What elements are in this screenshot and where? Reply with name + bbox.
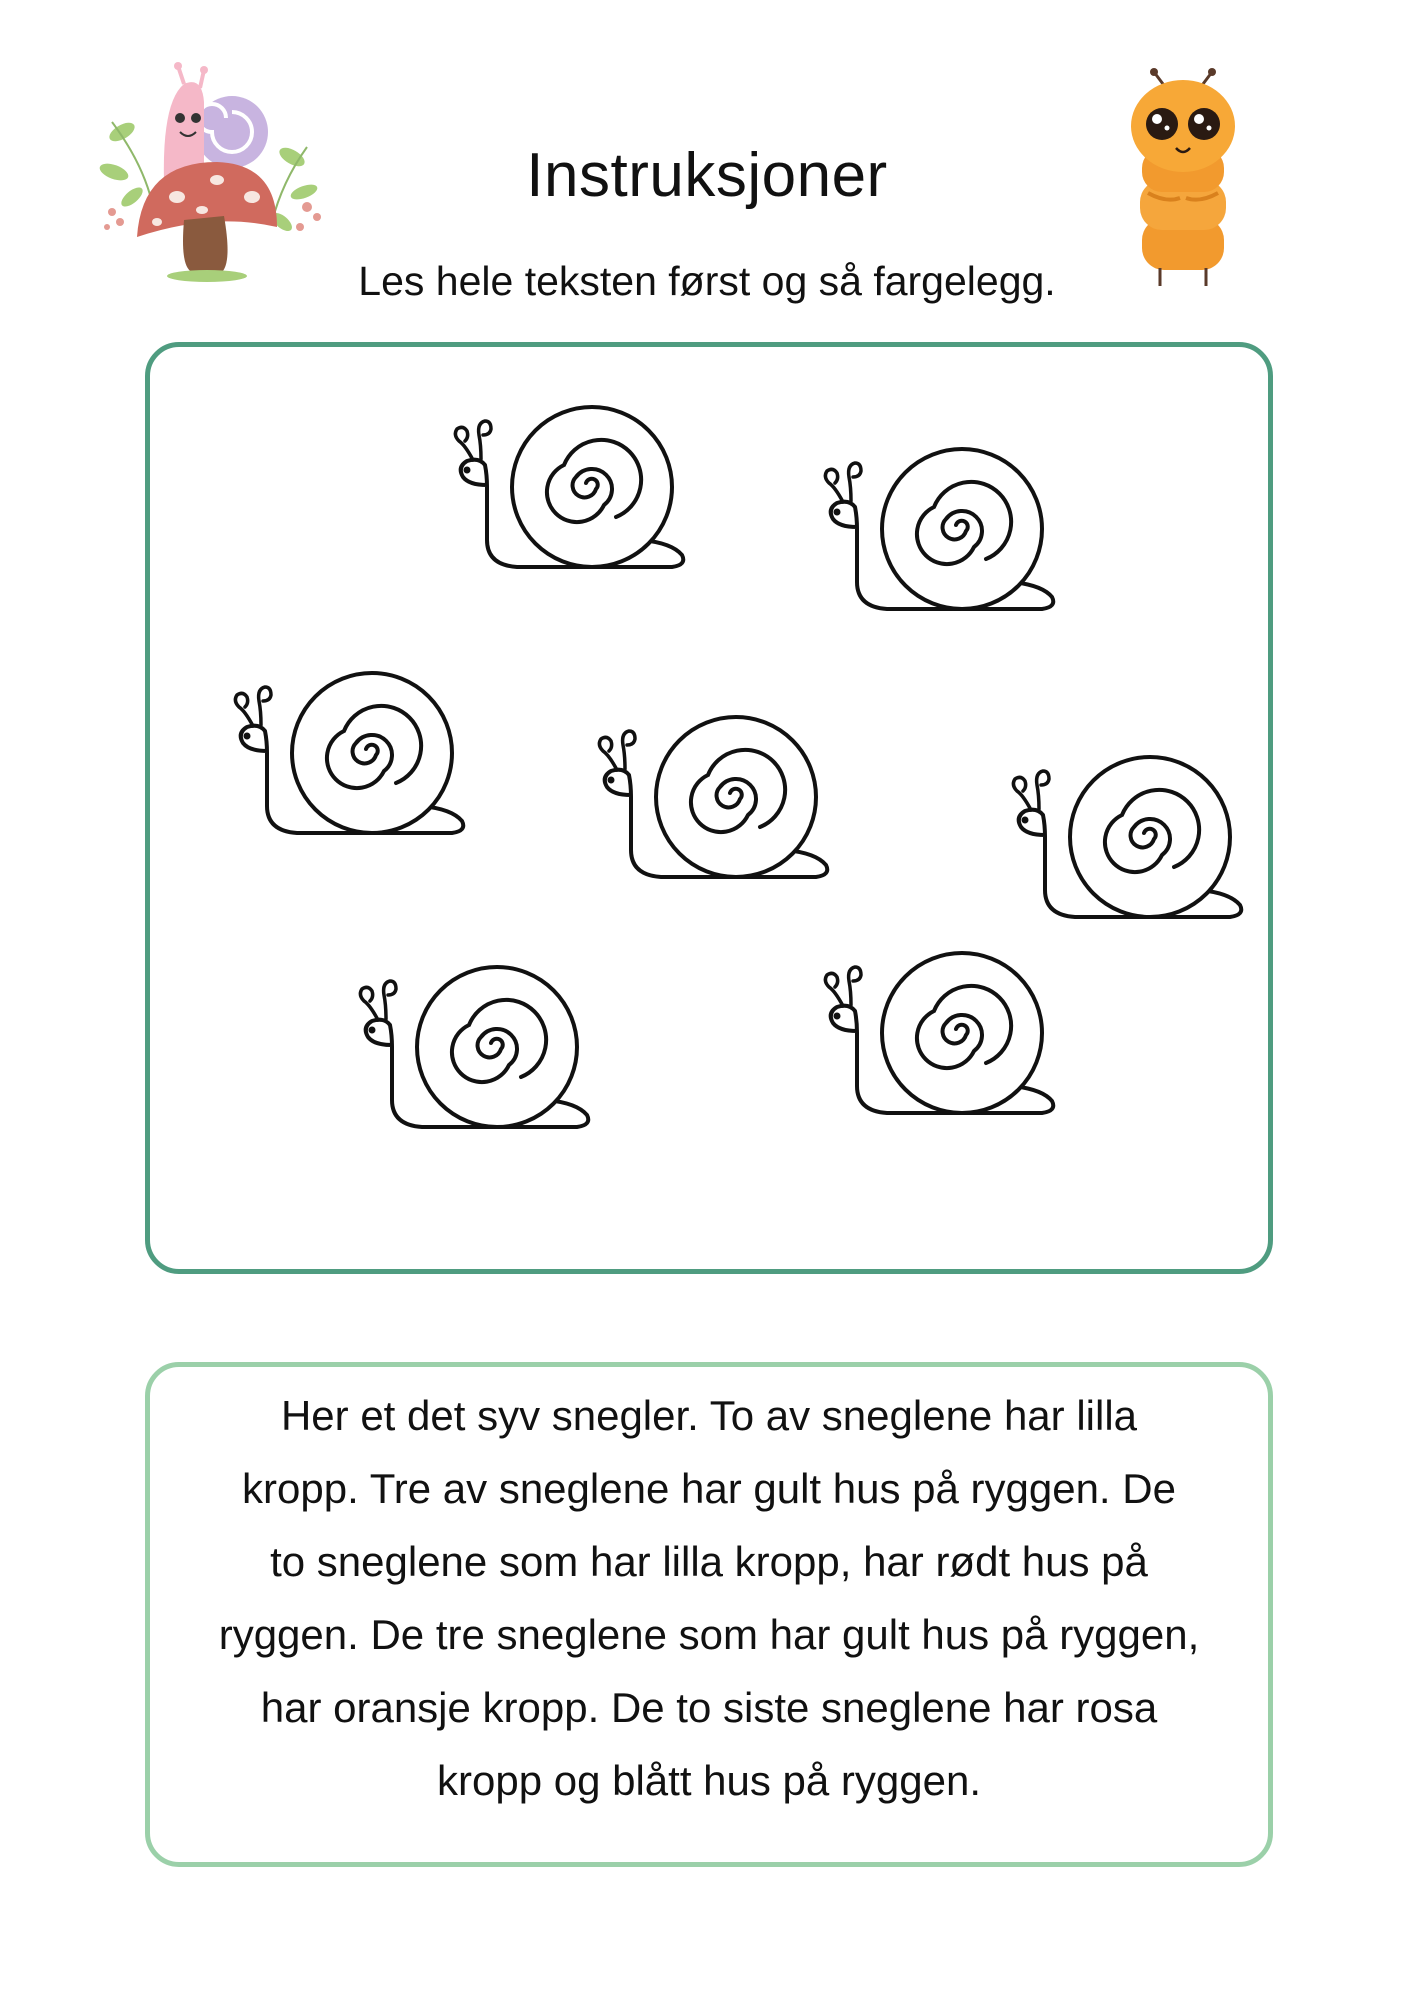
snail-outline — [1005, 765, 1255, 945]
snail-panel — [145, 342, 1273, 1274]
snail-outline — [817, 457, 1067, 637]
story-line: kropp. Tre av sneglene har gult hus på ryggen. De — [242, 1465, 1176, 1512]
page-title: Instruksjoner — [526, 141, 888, 210]
snail-outline — [352, 975, 602, 1155]
snail-outline — [591, 725, 841, 905]
story-line: har oransje kropp. De to siste sneglene har rosa — [260, 1684, 1158, 1731]
story-line: to sneglene som har lilla kropp, har rødt hus på — [270, 1538, 1148, 1585]
story-panel — [145, 1362, 1273, 1867]
instruction-subtitle: Les hele teksten først og så fargelegg. — [358, 258, 1056, 304]
story-line: Her et det syv snegler. To av sneglene har lilla — [280, 1392, 1138, 1439]
story-line: kropp og blått hus på ryggen. — [436, 1757, 982, 1804]
snail-outline — [447, 415, 697, 595]
story-text — [150, 1379, 1268, 1817]
snail-outline — [227, 681, 477, 861]
story-line: ryggen. De tre sneglene som har gult hus på ryggen, — [218, 1611, 1200, 1658]
snail-outline — [817, 961, 1067, 1141]
